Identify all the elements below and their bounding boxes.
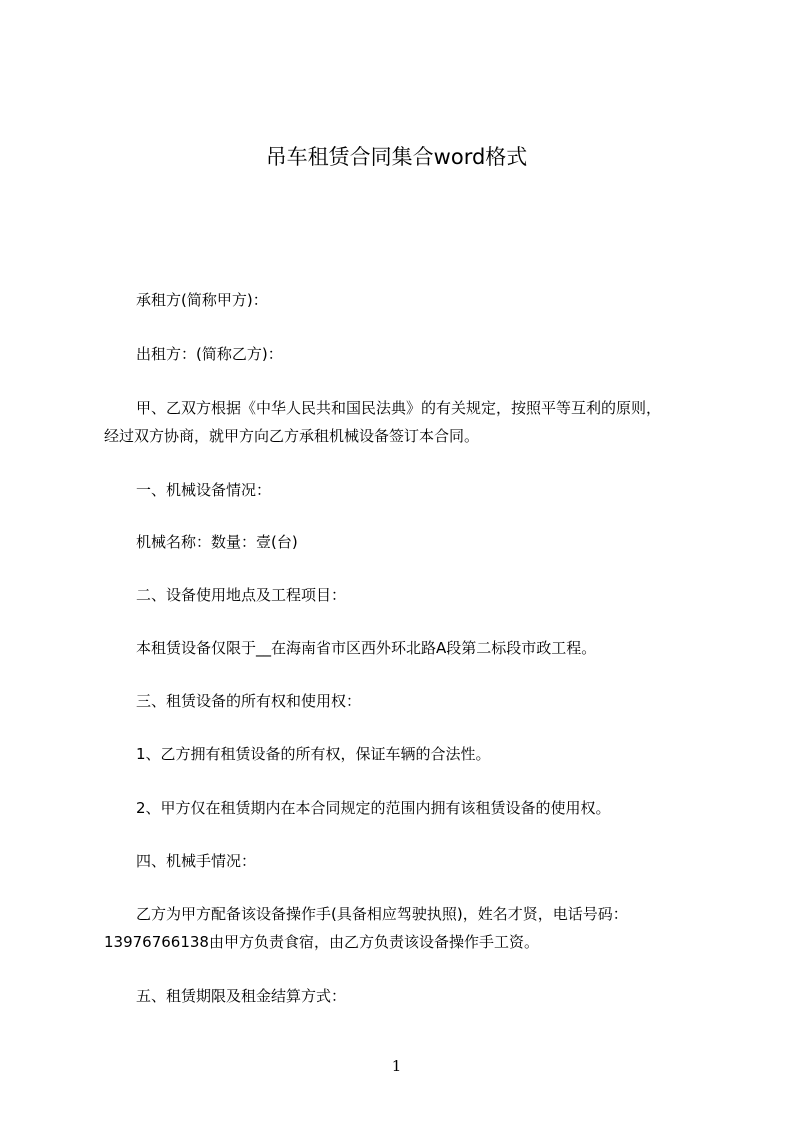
operator-paragraph-line-1: 乙方为甲方配备该设备操作手(具备相应驾驶执照)，姓名才贤，电话号码： (136, 905, 628, 923)
ownership-item-2: 2、甲方仅在租赁期内在本合同规定的范围内拥有该租赁设备的使用权。 (136, 799, 611, 817)
intro-paragraph-line-2: 经过双方协商，就甲方向乙方承租机械设备签订本合同。 (104, 427, 480, 445)
page-number: 1 (391, 1057, 402, 1075)
ownership-item-1: 1、乙方拥有租赁设备的所有权，保证车辆的合法性。 (136, 745, 491, 763)
lessee-line: 承租方(简称甲方)： (136, 291, 268, 309)
operator-paragraph-line-2: 13976766138由甲方负责食宿，由乙方负责该设备操作手工资。 (104, 933, 539, 951)
section-5-heading: 五、租赁期限及租金结算方式： (136, 987, 347, 1005)
section-3-heading: 三、租赁设备的所有权和使用权： (136, 692, 362, 710)
intro-paragraph-line-1: 甲、乙双方根据《中华人民共和国民法典》的有关规定，按照平等互利的原则， (136, 399, 662, 417)
machine-info-line: 机械名称：数量：壹(台) (136, 533, 298, 551)
document-title: 吊车租赁合同集合word格式 (265, 145, 528, 169)
section-2-heading: 二、设备使用地点及工程项目： (136, 586, 347, 604)
location-line: 本租赁设备仅限于__在海南省市区西外环北路A段第二标段市政工程。 (136, 639, 597, 657)
section-4-heading: 四、机械手情况： (136, 852, 257, 870)
lessor-line: 出租方：(简称乙方)： (136, 345, 283, 363)
section-1-heading: 一、机械设备情况： (136, 481, 272, 499)
